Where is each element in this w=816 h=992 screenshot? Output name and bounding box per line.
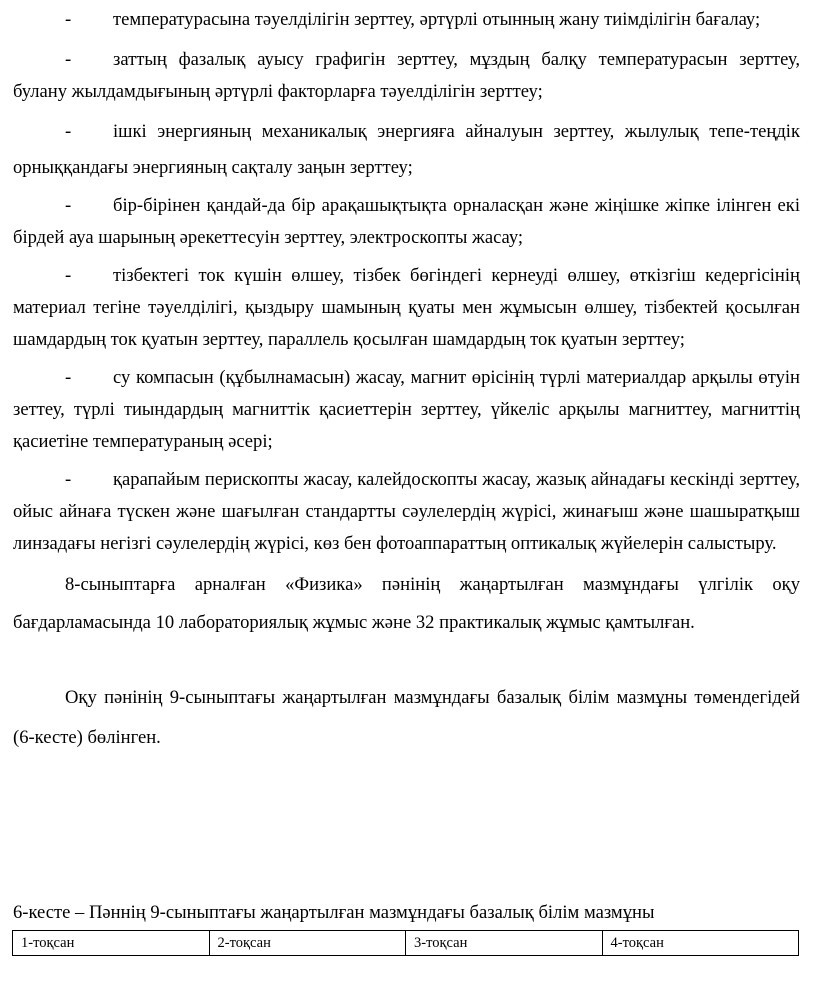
bullet-dash: - (65, 367, 72, 388)
bullet-item (13, 4, 800, 36)
bullet-dash: - (65, 9, 72, 30)
bullet-item (13, 464, 800, 560)
bullet-dash: - (65, 265, 72, 286)
bullet-dash: - (65, 49, 72, 70)
bullet-item (13, 44, 800, 108)
bullet-text: ішкі энергияның механикалық энергияға айналуын зерттеу, жылулық тепе-теңдік орныққандағы энергияның сақталу заңын зерттеу; (13, 121, 800, 178)
header-cell-q3: 3-тоқсан (406, 931, 603, 956)
bullet-dash: - (65, 121, 72, 142)
header-cell-q2: 2-тоқсан (209, 931, 406, 956)
header-cell-q4: 4-тоқсан (602, 931, 799, 956)
header-cell-q1: 1-тоқсан (13, 931, 210, 956)
bullet-text: су компасын (құбылнамасын) жасау, магнит өрісінің түрлі материалдар арқылы өтуін зеттеу, түрлі тиындардың магниттік қасиеттерін зерттеу, үйкеліс арқылы магниттеу, магниттің қасиетіне температураның әсері; (13, 367, 800, 452)
quarters-table (12, 930, 799, 956)
bullet-item (13, 362, 800, 458)
bullet-text: бір-бірінен қандай-да бір арақашықтықта орналасқан және жіңішке жіпке ілінген екі бірдей ауа шарының әрекеттесуін зерттеу, электроскопты жасау; (13, 195, 800, 248)
bullet-text: температурасына тәуелділігін зерттеу, әртүрлі отынның жану тиімділігін бағалау; (113, 9, 761, 30)
bullet-text: тізбектегі ток күшін өлшеу, тізбек бөгіндегі кернеуді өлшеу, өткізгіш кедергісінің материал тегіне тәуелділігі, қыздыру шамының қуаты мен жұмысын өлшеу, тізбектей қосылған шамдардың ток қуатын зерттеу, параллель қосылған шамдардың ток қуатын зерттеу; (13, 265, 800, 350)
bullet-item (13, 260, 800, 356)
bullet-dash: - (65, 195, 72, 216)
table-header-row (13, 931, 799, 956)
table-caption: 6-кесте – Пәннің 9-сыныптағы жаңартылған мазмұндағы базалық білім мазмұны (13, 902, 655, 923)
bullet-item (13, 190, 800, 254)
paragraph-grade9: Оқу пәнінің 9-сыныптағы жаңартылған мазмұндағы базалық білім мазмұны төмендегідей (6-кесте) бөлінген. (13, 687, 800, 748)
document-body (13, 0, 800, 758)
bullet-item (13, 114, 800, 186)
bullet-dash: - (65, 469, 72, 490)
bullet-text: заттың фазалық ауысу графигін зерттеу, мұздың балқу температурасын зерттеу, булану жылдамдығының әртүрлі факторларға тәуелділігін зерттеу; (13, 49, 800, 102)
paragraph-lab-count: 8-сыныптарға арналған «Физика» пәнінің жаңартылған мазмұндағы үлгілік оқу бағдарламасында 10 лабораториялық жұмыс және 32 практикалық жұмыс қамтылған. (13, 574, 800, 633)
bullet-text: қарапайым перископты жасау, калейдоскопты жасау, жазық айнадағы кескінді зерттеу, ойыс айнаға түскен және шағылған стандартты сәулелердің жүрісі, жинағыш және шашыратқыш линзадағы негізгі сәулелердің жүрісі, көз бен фотоаппараттың оптикалық жүйелерін салыстыру. (13, 469, 800, 554)
